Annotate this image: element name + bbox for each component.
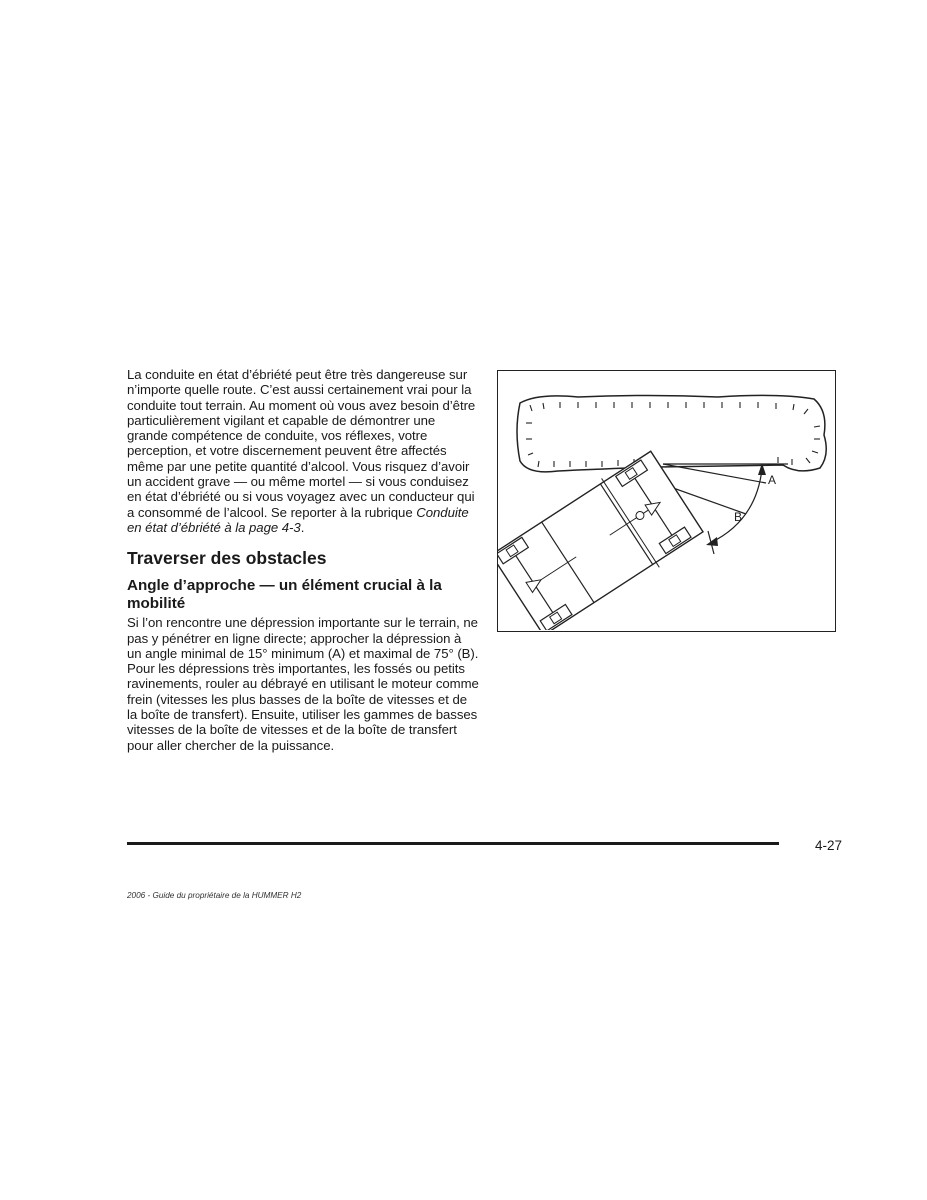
cross-reference-link[interactable]: Conduite en état d’ébriété à la page 4-3 [127,504,469,535]
intro-paragraph [127,367,479,535]
angle-arc [710,469,762,543]
ditch-outline [517,395,826,471]
footer-rule [127,842,779,845]
footer-text: 2006 - Guide du propriétaire de la HUMMER H2 [127,891,302,900]
approach-angle-diagram [498,371,834,630]
section-heading: Traverser des obstacles [127,548,327,569]
arc-arrow-bottom [706,537,718,546]
vehicle-top-view [498,448,706,630]
intro-text: La conduite en état d’ébriété peut être très dangereuse sur n’importe quelle route. C’est aussi certainement vrai pour la conduite tout terrain. Au moment où vous avez besoin d’être particulièrement vigilant et capable de démontrer une grande compétence de conduite, vos réflexes, votre perception, et votre discernement peuvent être affectés même par une petite quantité d’alcool. Vous risquez d’avoir un accident grave — ou même mortel — si vous conduisez en état d’ébriété ou si vous voyagez avec un conducteur qui a consommé de l’alcool. Se reporter à la rubrique [127,367,476,520]
subsection-heading: Angle d’approche — un élément crucial à la mobilité [127,577,442,612]
page-number: 4-27 [815,838,843,853]
angle-line-a [663,464,766,483]
label-b: B [734,510,743,524]
approach-angle-figure [497,370,836,632]
left-text-column [127,367,479,753]
label-a: A [768,473,777,487]
ditch-ticks [526,402,820,467]
approach-paragraph: Si l’on rencontre une dépression importante sur le terrain, ne pas y pénétrer en ligne directe; approcher la dépression à un angle minimal de 15° minimum (A) et maximal de 75° (B). Pour les dépressions très importantes, les fossés ou petits ravinements, rouler au débrayé en utilisant le moteur comme frein (vitesses les plus basses de la boîte de vitesses et de la boîte de transfert). Ensuite, utiliser les gammes de basses vitesses de la boîte de vitesses et de la boîte de transfert pour aller chercher de la puissance. [127,615,479,753]
intro-text-end: . [300,519,305,535]
